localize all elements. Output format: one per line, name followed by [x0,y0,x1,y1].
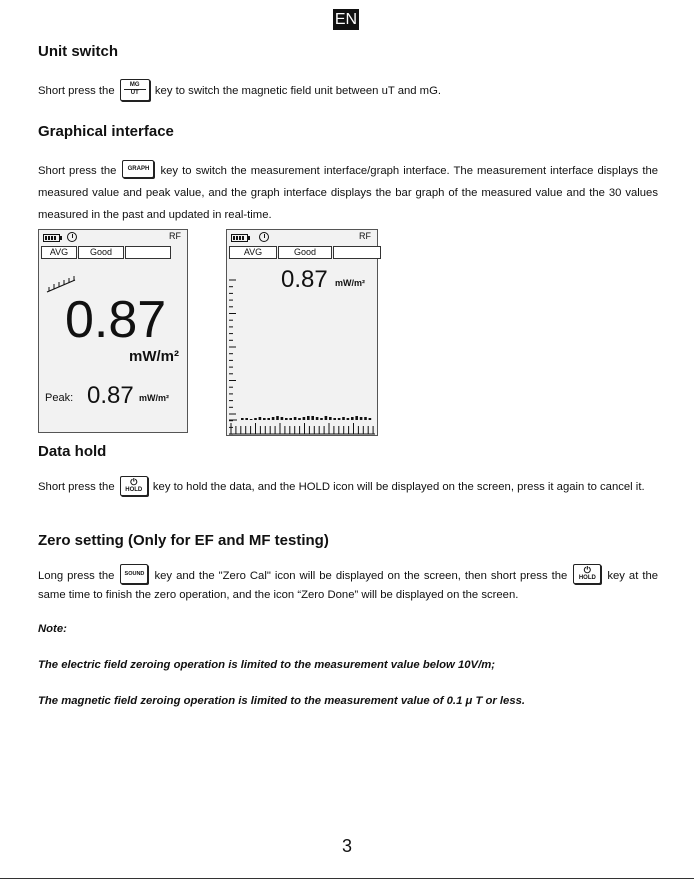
zero-post: key at the same time to finish the zero operation, and the icon “Zero Done” will be displayed on the screen. [38,569,659,601]
unit-switch-pre: Short press the [38,85,115,97]
graph-bar [316,417,319,420]
graph-bar [347,418,350,420]
status-bar [39,230,187,243]
graph-bar [259,417,262,420]
graph-bar [333,418,336,420]
good-tab: Good [78,246,124,259]
graph-bar [267,418,270,420]
graph-bar [369,418,372,420]
graph-bar [364,417,367,420]
hold-power-key-icon [120,476,148,496]
note-label: Note: [38,623,67,635]
graph-bar [355,416,358,420]
avg-tab: AVG [41,246,77,259]
graph-measured-value: 0.87 [281,266,328,293]
measured-unit: mW/m² [129,348,179,365]
graph-key-icon [122,160,154,178]
graph-key-label: GRAPH [127,166,150,173]
graph-bar [320,418,323,420]
measured-value: 0.87 [65,291,167,349]
graph-bar [263,418,266,420]
mg-ut-key-icon [120,79,150,101]
zero-mid: key and the "Zero Cal" icon will be displayed on the screen, then short press the [154,569,568,582]
rf-label: RF [359,231,371,241]
graph-bar [245,418,248,420]
hold-power-key-icon [573,564,601,584]
peak-unit: mW/m² [139,393,169,403]
graph-paragraph [38,160,658,226]
graph-bar [338,418,341,420]
graph-bar [272,417,275,420]
graph-measured-unit: mW/m² [335,278,365,288]
language-badge: EN [334,11,358,28]
unit-switch-post: key to switch the magnetic field unit between uT and mG. [154,85,442,97]
graph-bar [325,416,328,420]
hold-heading: Data hold [38,443,107,460]
graph-heading: Graphical interface [38,123,174,140]
hold-paragraph [38,477,658,497]
rf-label: RF [169,231,181,241]
page-number: 3 [341,836,352,856]
graph-bar [360,417,363,420]
battery-icon [43,234,60,242]
zero-paragraph [38,566,658,605]
note-magnetic: The magnetic field zeroing operation is limited to the measurement value of 0.1 μ T or less. [38,695,526,707]
graph-bar [298,418,301,420]
graph-pre: Short press the [38,165,117,177]
mg-key-label: MG [129,82,140,89]
graph-bar [311,416,314,420]
measurement-screen [38,229,188,433]
graph-bar [285,418,288,420]
unit-switch-paragraph [38,80,658,102]
avg-tab: AVG [229,246,277,259]
power-icon: ⏻ [583,565,591,575]
clock-icon [67,232,77,242]
graph-bar [254,418,257,420]
zero-heading: Zero setting (Only for EF and MF testing) [38,532,329,549]
footer-rule [0,878,694,879]
graph-bar [241,418,244,420]
graph-bar [342,417,345,420]
hold-pre: Short press the [38,480,115,493]
graph-bar [276,416,279,420]
unit-switch-heading: Unit switch [38,43,119,60]
good-tab: Good [278,246,332,259]
peak-label: Peak: [45,392,74,404]
graph-post: key to switch the measurement interface/graph interface. The measurement interface displays the measured value and peak value, and the graph interface displays the bar graph of the measured value and the 30 values measured in the past and updated in real-time. [38,165,659,221]
graph-bar [329,417,332,420]
graph-bar [303,417,306,420]
sound-key-label: SOUND [124,571,145,577]
graph-bar [351,417,354,420]
graph-screen [226,229,378,436]
empty-tab [125,246,171,259]
graph-bar [281,417,284,420]
hold-post: key to hold the data, and the HOLD icon will be displayed on the screen, press it again to cancel it. [152,480,645,493]
sound-key-icon [120,564,148,584]
ut-key-label: UT [130,90,139,97]
graph-bar [307,416,310,420]
graph-bar [289,418,292,420]
graph-bar [294,417,297,420]
power-icon: ⏻ [130,477,138,487]
hold-key-label: HOLD [125,487,143,493]
graph-bar [250,419,253,420]
peak-value: 0.87 [87,382,134,409]
note-electric: The electric field zeroing operation is limited to the measurement value below 10V/m; [38,659,496,671]
mode-tabs [41,246,172,258]
zero-pre: Long press the [38,569,115,582]
hold-key-label: HOLD [578,575,596,581]
bar-graph [227,230,377,435]
